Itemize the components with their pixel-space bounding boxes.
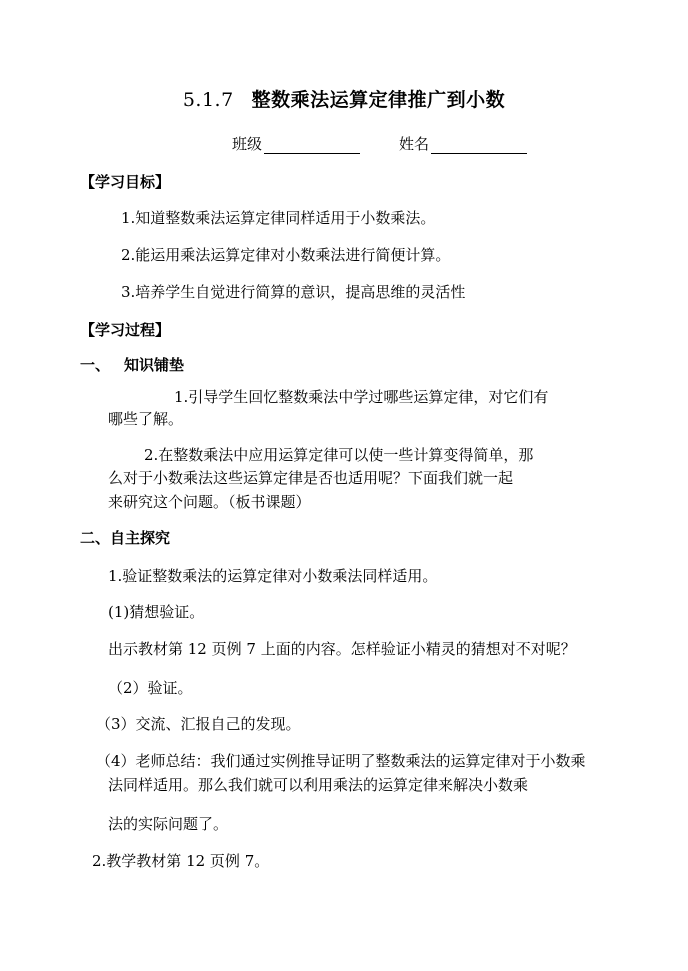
section1-p2-line3: 来研究这个问题。（板书课题） (108, 493, 311, 511)
section2-step1-detail: 出示教材第 12 页例 7 上面的内容。怎样验证小精灵的猜想对不对呢？ (108, 640, 576, 658)
name-label: 姓名 (399, 135, 430, 153)
section2-step4-line2: 法同样适用。那么我们就可以利用乘法的运算定律来解决小数乘 (108, 776, 529, 794)
section2-step2: （2）验证。 (108, 679, 193, 697)
name-blank (431, 137, 527, 154)
goal-item-3: 3.培养学生自觉进行简算的意识，提高思维的灵活性 (121, 283, 466, 301)
section2-step4-line3: 法的实际问题了。 (108, 815, 229, 833)
goal-item-2: 2.能运用乘法运算定律对小数乘法进行简便计算。 (121, 246, 451, 264)
section1-p1-line1: 1.引导学生回忆整数乘法中学过哪些运算定律，对它们有 (174, 388, 549, 406)
section1-p1-line2: 哪些了解。 (108, 410, 184, 428)
class-field (232, 134, 360, 154)
section2-item1: 1.验证整数乘法的运算定律对小数乘法同样适用。 (108, 567, 438, 585)
section1-p2-line2: 么对于小数乘法这些运算定律是否也适用呢？下面我们就一起 (108, 469, 514, 487)
class-label: 班级 (232, 135, 263, 153)
process-heading: 【学习过程】 (80, 321, 171, 339)
title-number: 5.1.7 (182, 89, 234, 111)
title-text: 整数乘法运算定律推广到小数 (251, 89, 506, 111)
goal-item-1: 1.知道整数乘法运算定律同样适用于小数乘法。 (121, 209, 436, 227)
section2-step3: （3）交流、汇报自己的发现。 (96, 715, 301, 733)
name-field (399, 134, 527, 154)
section2-step1: (1)猜想验证。 (108, 603, 205, 621)
page-title (0, 88, 688, 112)
section1-p2-line1: 2.在整数乘法中应用运算定律可以使一些计算变得简单，那 (144, 446, 534, 464)
section2-item2: 2.教学教材第 12 页例 7。 (92, 852, 270, 870)
section1-marker: 一、 (80, 356, 111, 374)
section2-step4-line1: （4）老师总结：我们通过实例推导证明了整数乘法的运算定律对于小数乘 (96, 752, 586, 770)
goals-heading: 【学习目标】 (80, 173, 171, 191)
section2-heading: 二、自主探究 (80, 529, 171, 547)
section1-heading: 知识铺垫 (124, 356, 185, 374)
class-blank (264, 137, 360, 154)
